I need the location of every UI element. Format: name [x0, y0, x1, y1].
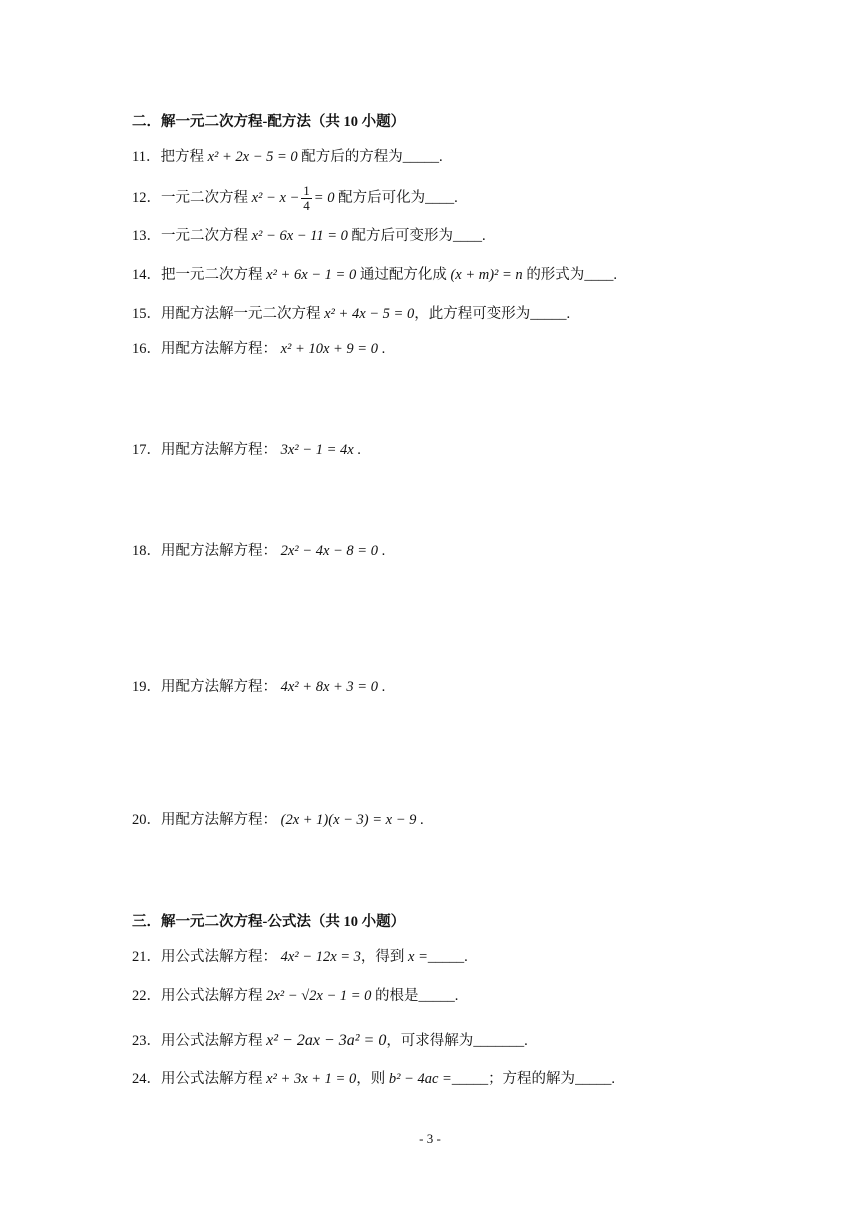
answer-blank: _____	[530, 306, 567, 322]
question-number: 14．	[132, 267, 161, 283]
question-24: 24．用公式法解方程 x² + 3x + 1 = 0，则 b² − 4ac =_____；方程的解为_____.	[132, 1071, 615, 1087]
answer-blank: ____	[425, 189, 455, 206]
fraction: $\frac{1}{4}$	[303, 183, 310, 213]
answer-blank: _____	[451, 1071, 489, 1087]
equation: 2x² − √2x − 1 = 0	[266, 988, 372, 1004]
question-21: 21．用公式法解方程： 4x² − 12x = 3，得到 x =_____.	[132, 949, 468, 965]
equation: 3x² − 1 = 4x	[280, 442, 354, 458]
question-number: 11．	[132, 149, 161, 165]
question-12: 12．一元二次方程 x² − x − $\frac{1}{4}$ = 0 配方后可化为____.	[132, 183, 458, 213]
equation: x² + 10x + 9 = 0	[280, 341, 378, 357]
answer-blank: _____	[402, 149, 440, 165]
answer-blank: ____	[584, 267, 614, 283]
question-number: 12．	[132, 189, 161, 206]
page-number: - 3 -	[419, 1131, 441, 1146]
equation: b² − 4ac =	[388, 1071, 452, 1087]
equation: x =	[408, 949, 428, 965]
section-heading-quadratic-formula: 三．解一元二次方程-公式法（共 10 小题）	[132, 914, 406, 930]
question-number: 18．	[132, 543, 161, 559]
answer-blank: _______	[473, 1033, 525, 1049]
equation: x² + 6x − 1 = 0	[266, 267, 357, 283]
question-number: 17．	[132, 442, 161, 458]
equation: x² − 6x − 11 = 0	[251, 228, 348, 244]
equation: (2x + 1)(x − 3) = x − 9	[280, 812, 417, 828]
question-14: 14．把一元二次方程 x² + 6x − 1 = 0 通过配方化成 (x + m)² = n 的形式为____.	[132, 267, 617, 283]
answer-blank: ____	[453, 228, 482, 244]
question-18: 18．用配方法解方程： 2x² − 4x − 8 = 0 .	[132, 543, 386, 559]
question-23: 23．用公式法解方程 x² − 2ax − 3a² = 0，可求得解为_______.	[132, 1032, 528, 1049]
question-15: 15．用配方法解一元二次方程 x² + 4x − 5 = 0，此方程可变形为_____.	[132, 306, 571, 322]
section-heading-completing-square: 二．解一元二次方程-配方法（共 10 小题）	[132, 114, 406, 130]
question-number: 22．	[132, 988, 161, 1004]
question-19: 19．用配方法解方程： 4x² + 8x + 3 = 0 .	[132, 679, 386, 695]
question-number: 19．	[132, 679, 161, 695]
question-20: 20．用配方法解方程： (2x + 1)(x − 3) = x − 9 .	[132, 812, 424, 828]
answer-blank: _____	[575, 1071, 612, 1087]
question-number: 24．	[132, 1071, 161, 1087]
question-number: 20．	[132, 812, 161, 828]
equation: 4x² − 12x = 3	[280, 949, 361, 965]
equation: x² − x −	[251, 189, 300, 206]
question-22: 22．用公式法解方程 2x² − √2x − 1 = 0 的根是_____.	[132, 988, 459, 1004]
question-16: 16．用配方法解方程： x² + 10x + 9 = 0 .	[132, 341, 386, 357]
question-number: 23．	[132, 1033, 161, 1049]
question-number: 13．	[132, 228, 161, 244]
equation: 2x² − 4x − 8 = 0	[280, 543, 378, 559]
question-17: 17．用配方法解方程： 3x² − 1 = 4x .	[132, 442, 361, 458]
equation: x² − 2ax − 3a² = 0	[266, 1032, 387, 1049]
equation: (x + m)² = n	[450, 267, 523, 283]
question-11: 11．把方程 x² + 2x − 5 = 0 配方后的方程为_____.	[132, 149, 443, 165]
answer-blank: _____	[427, 949, 465, 965]
equation: x² + 2x − 5 = 0	[207, 149, 298, 165]
equation: 4x² + 8x + 3 = 0	[280, 679, 378, 695]
equation: x² + 4x − 5 = 0	[324, 306, 415, 322]
question-number: 21．	[132, 949, 161, 965]
question-number: 16．	[132, 341, 161, 357]
question-number: 15．	[132, 306, 161, 322]
equation: x² + 3x + 1 = 0	[266, 1071, 357, 1087]
answer-blank: _____	[418, 988, 455, 1004]
question-13: 13．一元二次方程 x² − 6x − 11 = 0 配方后可变形为____.	[132, 228, 486, 244]
